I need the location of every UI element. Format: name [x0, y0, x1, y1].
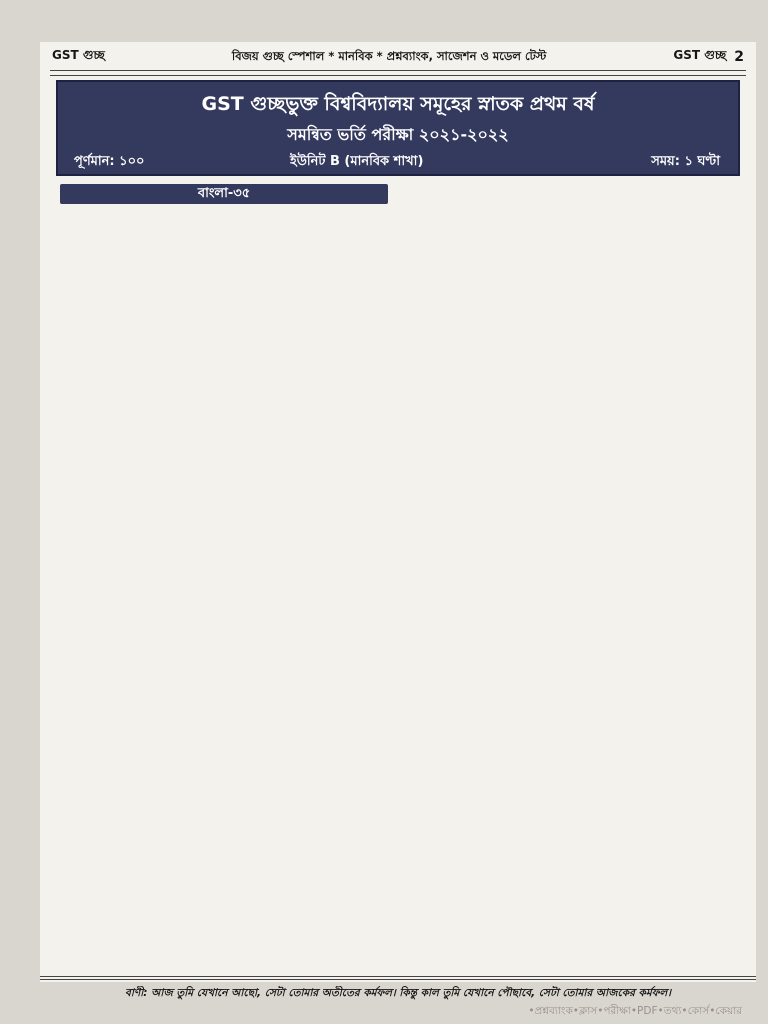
exam-banner — [56, 80, 740, 176]
header-left-tag: GST গুচ্ছ — [52, 48, 105, 62]
page-sheet — [40, 42, 756, 982]
time-label: সময়: ১ ঘণ্টা — [651, 154, 720, 169]
section-title: বাংলা-৩৫ — [60, 184, 388, 204]
banner-title: GST গুচ্ছভুক্ত বিশ্ববিদ্যালয় সমূহের স্নাতক প্রথম বর্ষ — [201, 93, 595, 115]
header-title: বিজয় গুচ্ছ স্পেশাল * মানবিক * প্রশ্নব্যাংক, সাজেশন ও মডেল টেস্ট — [231, 48, 547, 63]
header-divider — [50, 70, 746, 76]
left-column — [54, 184, 394, 942]
watermark-text: •প্রশ্নব্যাংক•ক্লাস•পরীক্ষা•PDF•তথ্য•কোর্স•কেয়ার — [528, 1005, 742, 1017]
unit-label: ইউনিট B (মানবিক শাখা) — [290, 154, 424, 169]
footer-divider — [40, 976, 756, 980]
banner-subtitle: সমন্বিত ভর্তি পরীক্ষা ২০২১-২০২২ — [287, 125, 509, 144]
footer-quote: বাণী: আজ তুমি যেখানে আছো, সেটা তোমার অতীতের কর্মফল। কিন্তু কাল তুমি যেখানে পৌছাবে, সেটা তোমার আজকের কর্মফল। — [125, 987, 671, 999]
page-number: 2 — [734, 49, 744, 65]
header-right-tag: GST গুচ্ছ — [673, 48, 727, 62]
full-marks: পূর্ণমান: ১০০ — [74, 154, 145, 169]
right-column — [402, 184, 742, 942]
running-header — [52, 46, 744, 68]
